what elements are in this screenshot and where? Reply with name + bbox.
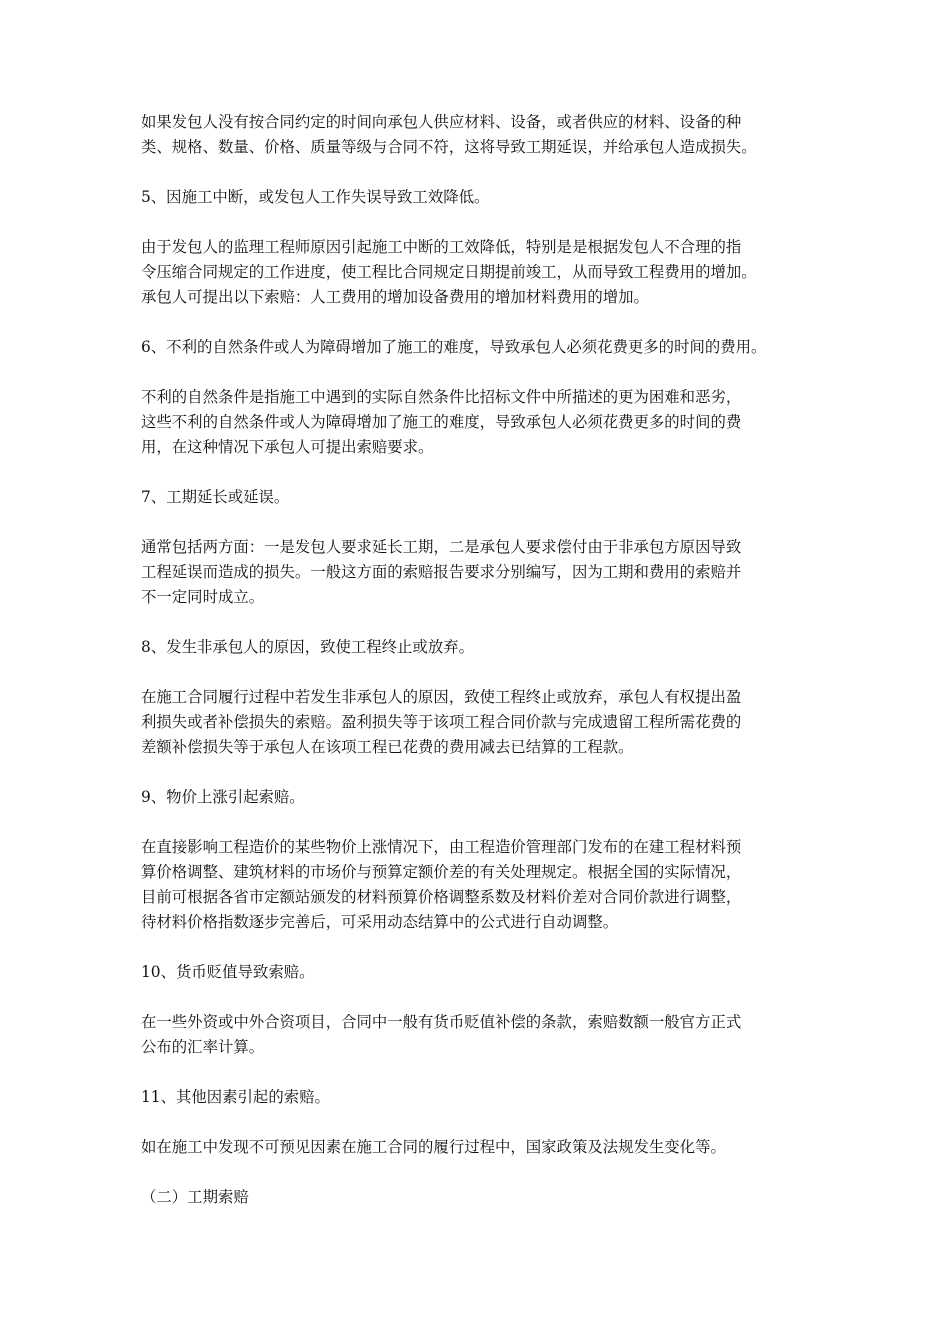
paragraph-item-5: 由于发包人的监理工程师原因引起施工中断的工效降低，特别是是根据发包人不合理的指 令压缩合同规定的工作进度，使工程比合同规定日期提前竣工，从而导致工程费用的增加。 承包人可提出以下索赔：人工费用的增加设备费用的增加材料费用的增加。 — [141, 238, 757, 306]
heading-item-7: 7、工期延长或延误。 — [141, 488, 290, 506]
paragraph-item-10: 在一些外资或中外合资项目，合同中一般有货币贬值补偿的条款，索赔数额一般官方正式 公布的汇率计算。 — [141, 1013, 742, 1056]
paragraph-item-6: 不利的自然条件是指施工中遇到的实际自然条件比招标文件中所描述的更为困难和恶劣， 这些不利的自然条件或人为障碍增加了施工的难度，导致承包人必须花费更多的时间的费 用，在这种情况下承包人可提出索赔要求。 — [141, 388, 742, 456]
document-body — [141, 110, 831, 1235]
paragraph-item-8: 在施工合同履行过程中若发生非承包人的原因，致使工程终止或放弃，承包人有权提出盈 利损失或者补偿损失的索赔。盈利损失等于该项工程合同价款与完成遗留工程所需花费的 差额补偿损失等于承包人在该项工程已花费的费用减去已结算的工程款。 — [141, 688, 742, 756]
heading-item-10: 10、货币贬值导致索赔。 — [141, 963, 315, 981]
heading-item-6: 6、不利的自然条件或人为障碍增加了施工的难度，导致承包人必须花费更多的时间的费用。 — [141, 338, 767, 356]
paragraph-material-supply: 如果发包人没有按合同约定的时间向承包人供应材料、设备，或者供应的材料、设备的种 类、规格、数量、价格、质量等级与合同不符，这将导致工期延误，并给承包人造成损失。 — [141, 113, 757, 156]
paragraph-item-7: 通常包括两方面：一是发包人要求延长工期，二是承包人要求偿付由于非承包方原因导致 工程延误而造成的损失。一般这方面的索赔报告要求分别编写，因为工期和费用的索赔并 不一定同时成立。 — [141, 538, 742, 606]
heading-item-9: 9、物价上涨引起索赔。 — [141, 788, 305, 806]
paragraph-item-9: 在直接影响工程造价的某些物价上涨情况下，由工程造价管理部门发布的在建工程材料预 算价格调整、建筑材料的市场价与预算定额价差的有关处理规定。根据全国的实际情况， 目前可根据各省市定额站颁发的材料预算价格调整系数及材料价差对合同价款进行调整， 待材料价格指数逐步完善后，可采用动态结算中的公式进行自动调整。 — [141, 838, 742, 931]
paragraph-item-11: 如在施工中发现不可预见因素在施工合同的履行过程中，国家政策及法规发生变化等。 — [141, 1138, 726, 1156]
heading-item-11: 11、其他因素引起的索赔。 — [141, 1088, 330, 1106]
section-heading-schedule-claim: （二）工期索赔 — [141, 1188, 249, 1206]
heading-item-8: 8、发生非承包人的原因，致使工程终止或放弃。 — [141, 638, 474, 656]
heading-item-5: 5、因施工中断，或发包人工作失误导致工效降低。 — [141, 188, 490, 206]
